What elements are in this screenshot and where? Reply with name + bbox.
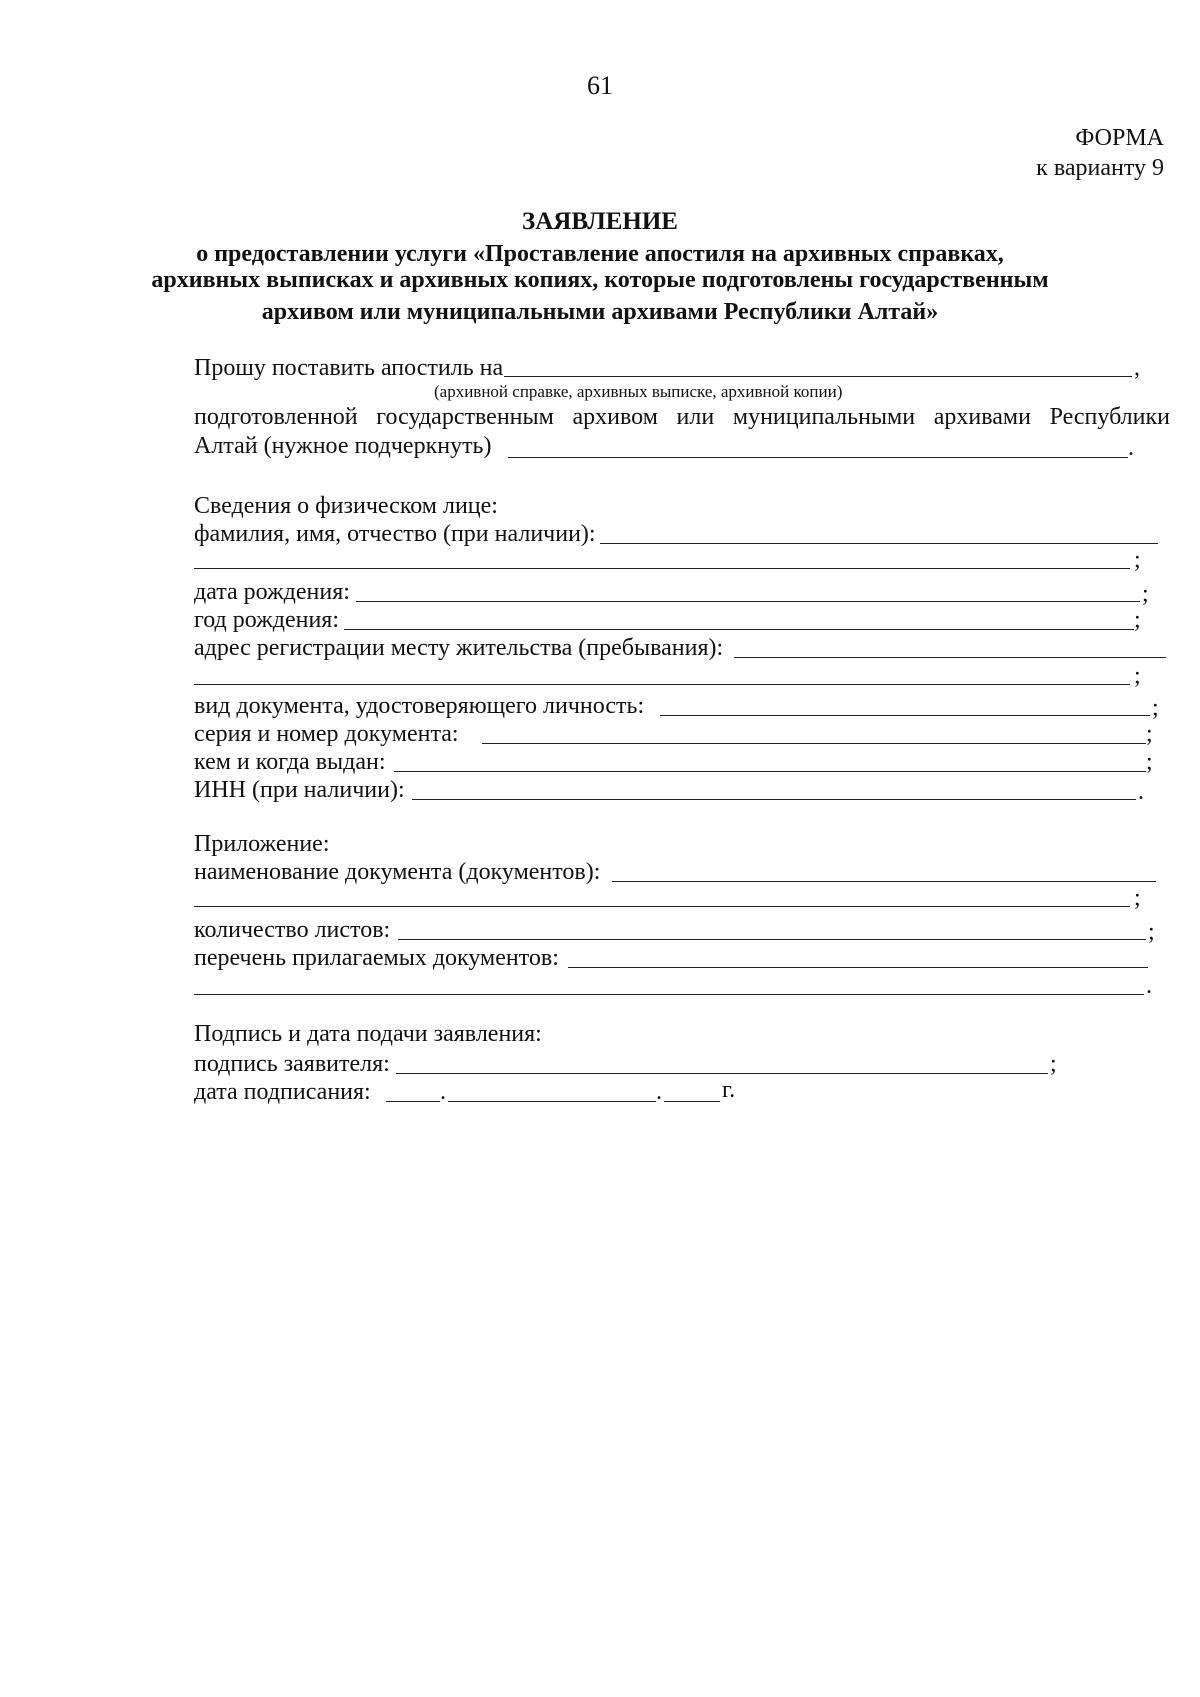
signing-day-field[interactable]: [386, 1101, 440, 1102]
fio-label: фамилия, имя, отчество (при наличии):: [194, 521, 596, 547]
title-line-1: о предоставлении услуги «Проставление апостиля на архивных справках,: [196, 241, 1004, 267]
fio-semicolon: ;: [1134, 547, 1141, 573]
address-semicolon: ;: [1134, 663, 1141, 689]
sheets-count-semicolon: ;: [1148, 919, 1155, 945]
underline-choice-field[interactable]: [508, 457, 1128, 458]
title-line-3: архивом или муниципальными архивами Республики Алтай»: [261, 299, 939, 325]
doc-name-semicolon: ;: [1134, 885, 1141, 911]
attachment-list-field[interactable]: [568, 967, 1148, 968]
inn-period: .: [1138, 779, 1144, 805]
birth-year-label: год рождения:: [194, 607, 340, 633]
birth-date-field[interactable]: [356, 601, 1140, 602]
id-document-field[interactable]: [660, 715, 1150, 716]
variant-label: к варианту 9: [1036, 155, 1164, 181]
issued-by-semicolon: ;: [1146, 749, 1153, 775]
fio-field-continuation[interactable]: [194, 568, 1130, 569]
attachment-list-field-continuation[interactable]: [194, 994, 1144, 995]
attachment-list-label: перечень прилагаемых документов:: [194, 945, 559, 971]
attachment-list-period: .: [1146, 973, 1152, 999]
signature-label: подпись заявителя:: [194, 1051, 390, 1077]
request-period: .: [1128, 435, 1134, 461]
sheets-count-field[interactable]: [398, 939, 1146, 940]
title-line-2: архивных выписках и архивных копиях, которые подготовлены государственным: [151, 267, 1049, 293]
inn-field[interactable]: [412, 799, 1136, 800]
birth-date-semicolon: ;: [1142, 581, 1149, 607]
request-continuation: подготовленной государственным архивом или муниципальными архивами Республики: [194, 404, 1170, 430]
address-label: адрес регистрации месту жительства (пребывания):: [194, 635, 724, 661]
birth-date-label: дата рождения:: [194, 579, 350, 605]
signing-date-label: дата подписания:: [194, 1079, 371, 1105]
page-number: 61: [587, 71, 613, 100]
doc-name-field[interactable]: [612, 881, 1156, 882]
signing-year-field[interactable]: [664, 1101, 720, 1102]
id-document-label: вид документа, удостоверяющего личность:: [194, 693, 645, 719]
series-number-semicolon: ;: [1146, 721, 1153, 747]
request-hint: (архивной справке, архивных выписке, архивной копии): [434, 382, 843, 401]
signature-field[interactable]: [396, 1073, 1048, 1074]
request-label: Прошу поставить апостиль на: [194, 355, 504, 381]
doc-name-label: наименование документа (документов):: [194, 859, 601, 885]
request-last-label: Алтай (нужное подчеркнуть): [194, 433, 492, 459]
signature-semicolon: ;: [1050, 1051, 1057, 1077]
issued-by-field[interactable]: [394, 771, 1146, 772]
birth-year-semicolon: ;: [1134, 607, 1141, 633]
year-suffix: г.: [722, 1077, 736, 1103]
date-dot-2: .: [656, 1079, 662, 1105]
request-comma: ,: [1134, 355, 1140, 381]
id-document-semicolon: ;: [1152, 695, 1159, 721]
series-number-field[interactable]: [482, 743, 1146, 744]
address-field[interactable]: [734, 657, 1166, 658]
person-heading: Сведения о физическом лице:: [194, 493, 498, 519]
birth-year-field[interactable]: [344, 629, 1134, 630]
attachment-heading: Приложение:: [194, 831, 330, 857]
sheets-count-label: количество листов:: [194, 917, 391, 943]
inn-label: ИНН (при наличии):: [194, 777, 405, 803]
form-label: ФОРМА: [1075, 125, 1164, 151]
address-field-continuation[interactable]: [194, 684, 1130, 685]
signature-heading: Подпись и дата подачи заявления:: [194, 1021, 542, 1047]
issued-by-label: кем и когда выдан:: [194, 749, 386, 775]
doc-name-field-continuation[interactable]: [194, 906, 1130, 907]
date-dot-1: .: [440, 1079, 446, 1105]
signing-month-field[interactable]: [448, 1101, 656, 1102]
fio-field[interactable]: [600, 543, 1158, 544]
apostille-target-field[interactable]: [504, 376, 1132, 377]
series-number-label: серия и номер документа:: [194, 721, 459, 747]
document-title: ЗАЯВЛЕНИЕ: [522, 208, 678, 235]
